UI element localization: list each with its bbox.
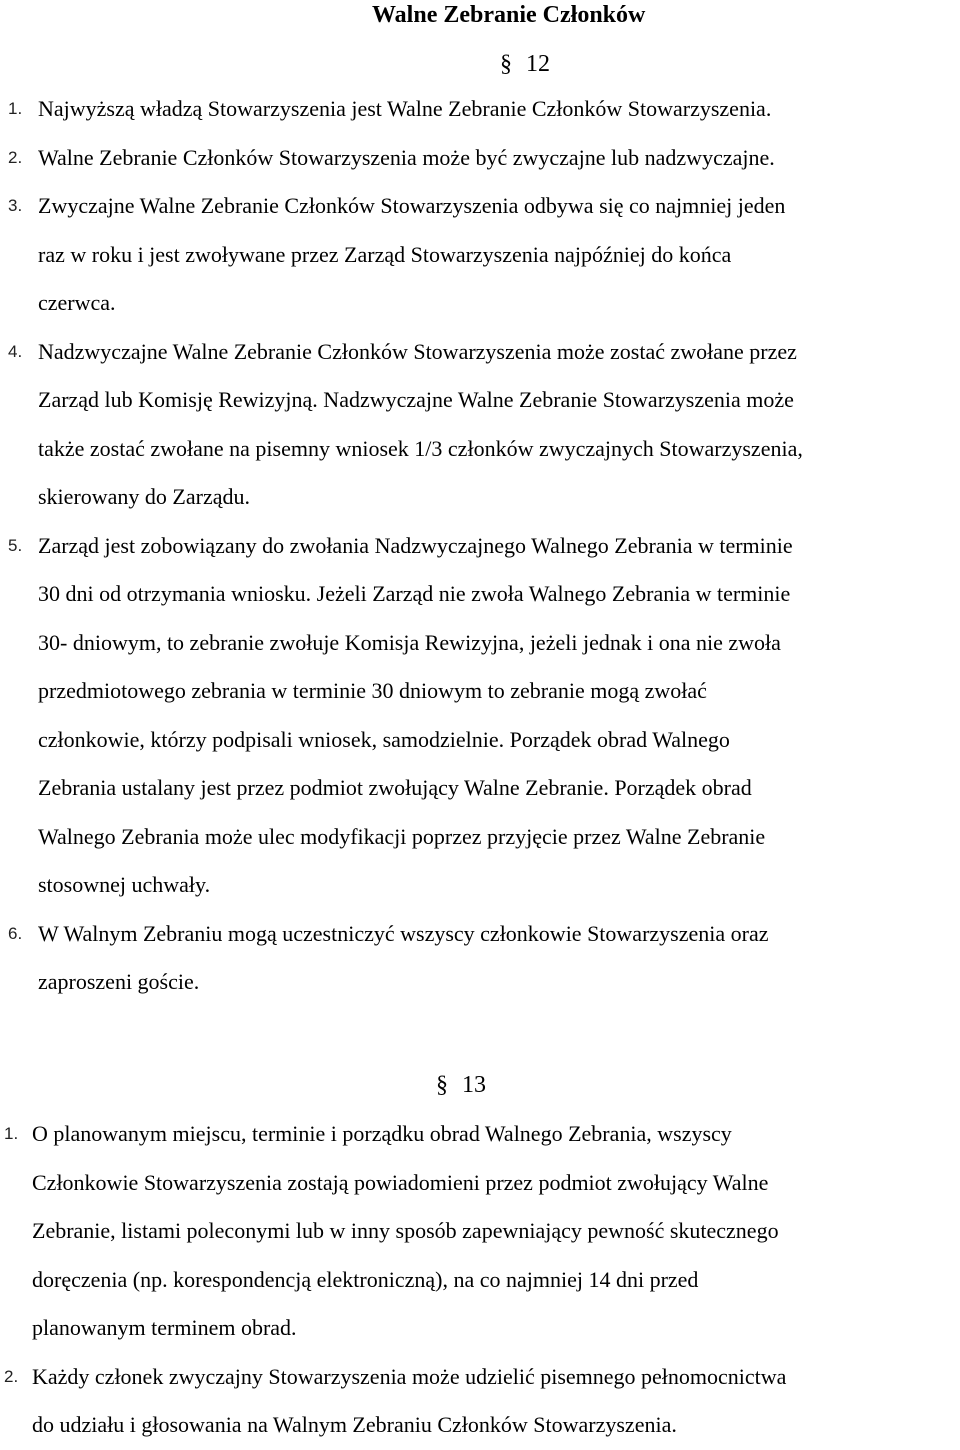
- list-item: [0, 134, 803, 183]
- list-item: [0, 1110, 786, 1353]
- item-line: planowanym terminem obrad.: [32, 1315, 297, 1340]
- item-number: 4.: [8, 341, 23, 361]
- list-item: [0, 1353, 786, 1450]
- item-line: Zarząd jest zobowiązany do zwołania Nadzwyczajnego Walnego Zebrania w terminie: [38, 532, 793, 558]
- item-line: Najwyższą władzą Stowarzyszenia jest Walne Zebranie Członków Stowarzyszenia.: [38, 96, 772, 121]
- item-line: Zarząd lub Komisję Rewizyjną. Nadzwyczajne Walne Zebranie Stowarzyszenia może: [38, 387, 794, 412]
- item-line: czerwca.: [38, 290, 116, 315]
- item-line: członkowie, którzy podpisali wniosek, samodzielnie. Porządek obrad Walnego: [38, 726, 730, 752]
- section-number: 12: [526, 51, 550, 77]
- item-number: 3.: [8, 196, 23, 215]
- item-line: doręczenia (np. korespondencją elektroniczną), na co najmniej 14 dni przed: [32, 1266, 699, 1292]
- item-line: Walne Zebranie Członków Stowarzyszenia może być zwyczajne lub nadzwyczajne.: [38, 144, 775, 170]
- section-sign: §: [436, 1072, 448, 1098]
- section-13-list: [0, 1110, 786, 1450]
- item-line: Zebrania ustalany jest przez podmiot zwołujący Walne Zebranie. Porządek obrad: [38, 775, 752, 800]
- section-13-heading: [436, 1070, 486, 1100]
- item-line: skierowany do Zarządu.: [38, 484, 250, 509]
- item-number: 6.: [8, 923, 23, 943]
- document-title: Walne Zebranie Członków: [372, 2, 646, 28]
- item-number: 1.: [4, 1124, 19, 1143]
- item-line: Zebranie, listami poleconymi lub w inny sposób zapewniający pewność skutecznego: [32, 1218, 779, 1243]
- item-number: 1.: [8, 99, 23, 118]
- item-line: Każdy członek zwyczajny Stowarzyszenia może udzielić pisemnego pełnomocnictwa: [32, 1363, 787, 1389]
- item-number: 2.: [4, 1366, 19, 1386]
- item-line: Zwyczajne Walne Zebranie Członków Stowarzyszenia odbywa się co najmniej jeden: [38, 193, 786, 218]
- item-line: W Walnym Zebraniu mogą uczestniczyć wszyscy członkowie Stowarzyszenia oraz: [38, 920, 769, 946]
- item-line: 30 dni od otrzymania wniosku. Jeżeli Zarząd nie zwoła Walnego Zebrania w terminie: [38, 581, 791, 606]
- item-line: do udziału i głosowania na Walnym Zebraniu Członków Stowarzyszenia.: [32, 1412, 677, 1437]
- list-item: [0, 182, 803, 328]
- item-number: 2.: [8, 147, 23, 167]
- item-line: przedmiotowego zebrania w terminie 30 dniowym to zebranie mogą zwołać: [38, 678, 707, 703]
- item-line: 30- dniowym, to zebranie zwołuje Komisja Rewizyjna, jeżeli jednak i ona nie zwoła: [38, 629, 781, 655]
- section-12-heading: [500, 49, 550, 79]
- list-item: [0, 910, 803, 1007]
- item-line: Członkowie Stowarzyszenia zostają powiadomieni przez podmiot zwołujący Walne: [32, 1169, 769, 1195]
- item-line: także zostać zwołane na pisemny wniosek 1/3 członków zwyczajnych Stowarzyszenia,: [38, 435, 803, 461]
- list-item: [0, 522, 803, 910]
- item-line: zaproszeni goście.: [38, 969, 200, 994]
- item-line: raz w roku i jest zwoływane przez Zarząd Stowarzyszenia najpóźniej do końca: [38, 241, 732, 267]
- section-sign: §: [500, 51, 512, 77]
- list-item: [0, 328, 803, 522]
- item-line: stosownej uchwały.: [38, 872, 211, 897]
- section-number: 13: [462, 1072, 486, 1098]
- item-line: Nadzwyczajne Walne Zebranie Członków Stowarzyszenia może zostać zwołane przez: [38, 338, 797, 364]
- list-item: [0, 85, 803, 134]
- item-line: Walnego Zebrania może ulec modyfikacji poprzez przyjęcie przez Walne Zebranie: [38, 823, 766, 849]
- item-line: O planowanym miejscu, terminie i porządku obrad Walnego Zebrania, wszyscy: [32, 1121, 732, 1146]
- section-12-list: [0, 85, 803, 1007]
- item-number: 5.: [8, 535, 23, 555]
